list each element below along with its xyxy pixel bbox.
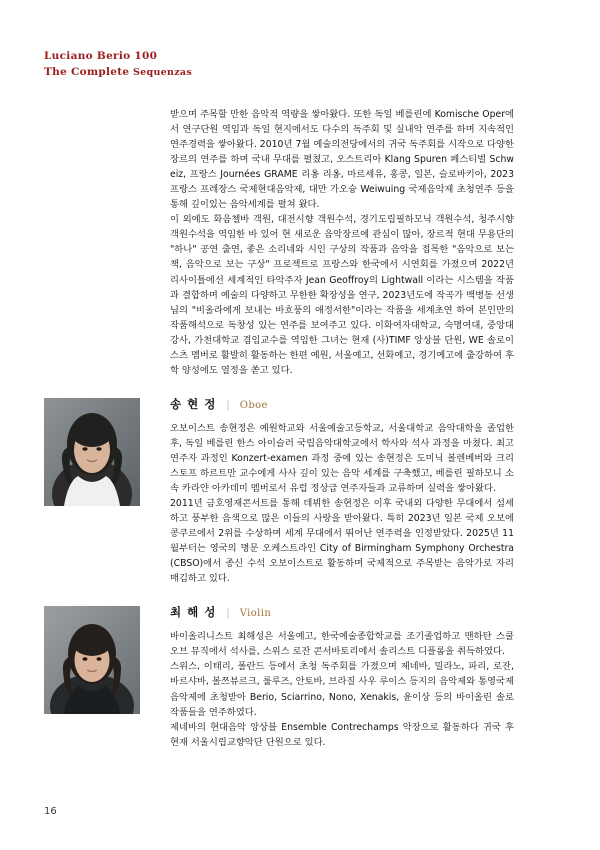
- header-title-line2-rest: Sequenzas: [129, 67, 193, 79]
- artist-entry-oboe: [44, 396, 556, 587]
- artist-name-violin: 최 해 성: [170, 605, 217, 620]
- artist-violin-paragraph-1: 바이올리니스트 최해성은 서울예고, 한국예술종합학교를 조기졸업하고 맨하탄 스쿨 오브 뮤직에서 석사를, 스위스 로잔 콘서바토리에서 솔리스트 디플롬을 취득하였다.: [170, 631, 514, 658]
- artist-divider-oboe: |: [226, 399, 230, 411]
- intro-paragraph-2: 이 외에도 화음첼바 객원, 대전시향 객원수석, 경기도립필하모닉 객원수석, 청주시향 객원수석을 역임한 바 있어 현 새로운 음악장르에 관심이 많아, 장르적 현대 무용단의 "하나" 공연 출연, 좋은 소리네와 시인 구상의 작품과 음악을 접목한 "음악으로 보는 책, 음악으로 보는 구상" 프로젝트로 프랑스와 한국에서 시연회를 가졌으며 2022년 리사이틀에선 세계적인 타악주자 Jean Geoffroy의 Lightwall 이라는 시스템을 작품과 결합하며 예술의 다양하고 무한한 확장성을 연구, 2023년도에 작곡가 백병동 선생님의 "비올라에게 보내는 바흐풍의 애정서한"이라는 작품을 세계초연 하여 본인만의 작품해석으로 독창성 있는 연주를 보여주고 있다. 이화여자대학교, 숙명여대, 중앙대 강사, 가천대학교 겸임교수를 역임한 그녀는 현재 (사)TIMF 앙상블 단원, WE 솔로이스츠 멤버로 활발히 활동하는 한편 예원, 서울예고, 선화예고, 경기예고에 출강하여 후학 양성에도 열정을 쏟고 있다.: [170, 214, 514, 376]
- portrait-image-violin: [44, 606, 140, 714]
- artist-body-violin: [170, 604, 514, 749]
- artist-heading-oboe: [170, 396, 514, 412]
- intro-paragraph-1: 받으며 주목할 만한 음악적 역량을 쌓아왔다. 또한 독일 베를린에 Komische Oper에서 연구단원 역임과 독일 현지에서도 다수의 독주회 및 실내악 연주를 하며 지속적인 연주경력을 쌓아왔다. 2010년 7월 예술의전당에서의 귀국 독주회를 시작으로 다양한 장르의 연주를 하며 국내 무대를 펼쳤고, 오스트리아 Klang Spuren 페스티벌 Schweiz, 프랑스 Journées GRAME 리옹 리옹, 마르세유, 홍콩, 일본, 슬로바키아, 2023 프랑스 프레장스 국제현대음악제, 대만 가오슝 Weiwuing 국제음악제 초청연주 등을 통해 깊이있는 음악세계를 펼쳐 왔다.: [170, 108, 514, 211]
- intro-text-block: [170, 107, 514, 378]
- page-number: 16: [44, 806, 57, 817]
- header-title-line2: [44, 64, 556, 81]
- artist-portrait-violin: [44, 606, 140, 714]
- artist-oboe-paragraph-2: 2011년 금호영재콘서트를 통해 데뷔한 송현정은 이후 국내외 다양한 무대에서 섬세하고 풍부한 음색으로 많은 이들의 사랑을 받아왔다. 특히 2023년 일본 국제 오보에 콩쿠르에서 2위를 수상하며 세계 무대에서 뛰어난 연주력을 인정받았다. 2025년 11월부터는 영국의 명문 오케스트라인 City of Birmingham Symphony Orchestra(CBSO)에서 종신 수석 오보이스트로 활동하며 국제적으로 주목받는 음악가로 자리매김하고 있다.: [170, 498, 514, 585]
- artist-entry-violin: [44, 604, 556, 749]
- artist-body-oboe: [170, 396, 514, 587]
- page-header: [44, 48, 556, 81]
- artist-role-oboe: Oboe: [239, 399, 268, 411]
- artist-name-oboe: 송 현 정: [170, 396, 217, 411]
- artist-portrait-oboe: [44, 398, 140, 506]
- artist-oboe-paragraph-1: 오보이스트 송현정은 예원학교와 서울예술고등학교, 서울대학교 음악대학을 졸업한 후, 독일 베를린 한스 아이슬러 국립음악대학교에서 학사와 석사 과정을 마쳤다. 최고연주자 과정인 Konzert-examen 과정 중에 있는 송현정은 도미닉 볼렌베버와 크리스토프 하르트만 교수에게 사사 깊이 있는 음악 세계를 구축했고, 베를린 필하모니 소속 카라얀 아카데미 멤버로서 유럽 정상급 연주자들과 교류하며 실력을 쌓아왔다.: [170, 422, 514, 495]
- artist-divider-violin: |: [226, 608, 230, 620]
- header-title-line1: Luciano Berio 100: [44, 50, 158, 62]
- artist-role-violin: Violin: [239, 608, 272, 620]
- header-title-line2-bold: The Complete: [44, 66, 130, 79]
- portrait-image-oboe: [44, 398, 140, 506]
- artist-violin-paragraph-3: 제네바의 현대음악 앙상블 Ensemble Contrechamps 악장으로 활동하다 귀국 후 현재 서울시립교향악단 단원으로 있다.: [170, 721, 514, 748]
- artist-heading-violin: [170, 604, 514, 620]
- artist-violin-paragraph-2: 스위스, 이태리, 폴란드 등에서 초청 독주회를 가졌으며 제네바, 밀라노, 파리, 로잔, 바르샤바, 볼쯔뷰르크, 룰루즈, 안토바, 브라질 사우 루이스 등지의 음악제와 통영국제음악제에 초청받아 Berio, Sciarrino, Nono, Xenakis, 윤이상 등의 바이올린 솔로 작품들을 연주하였다.: [170, 661, 514, 718]
